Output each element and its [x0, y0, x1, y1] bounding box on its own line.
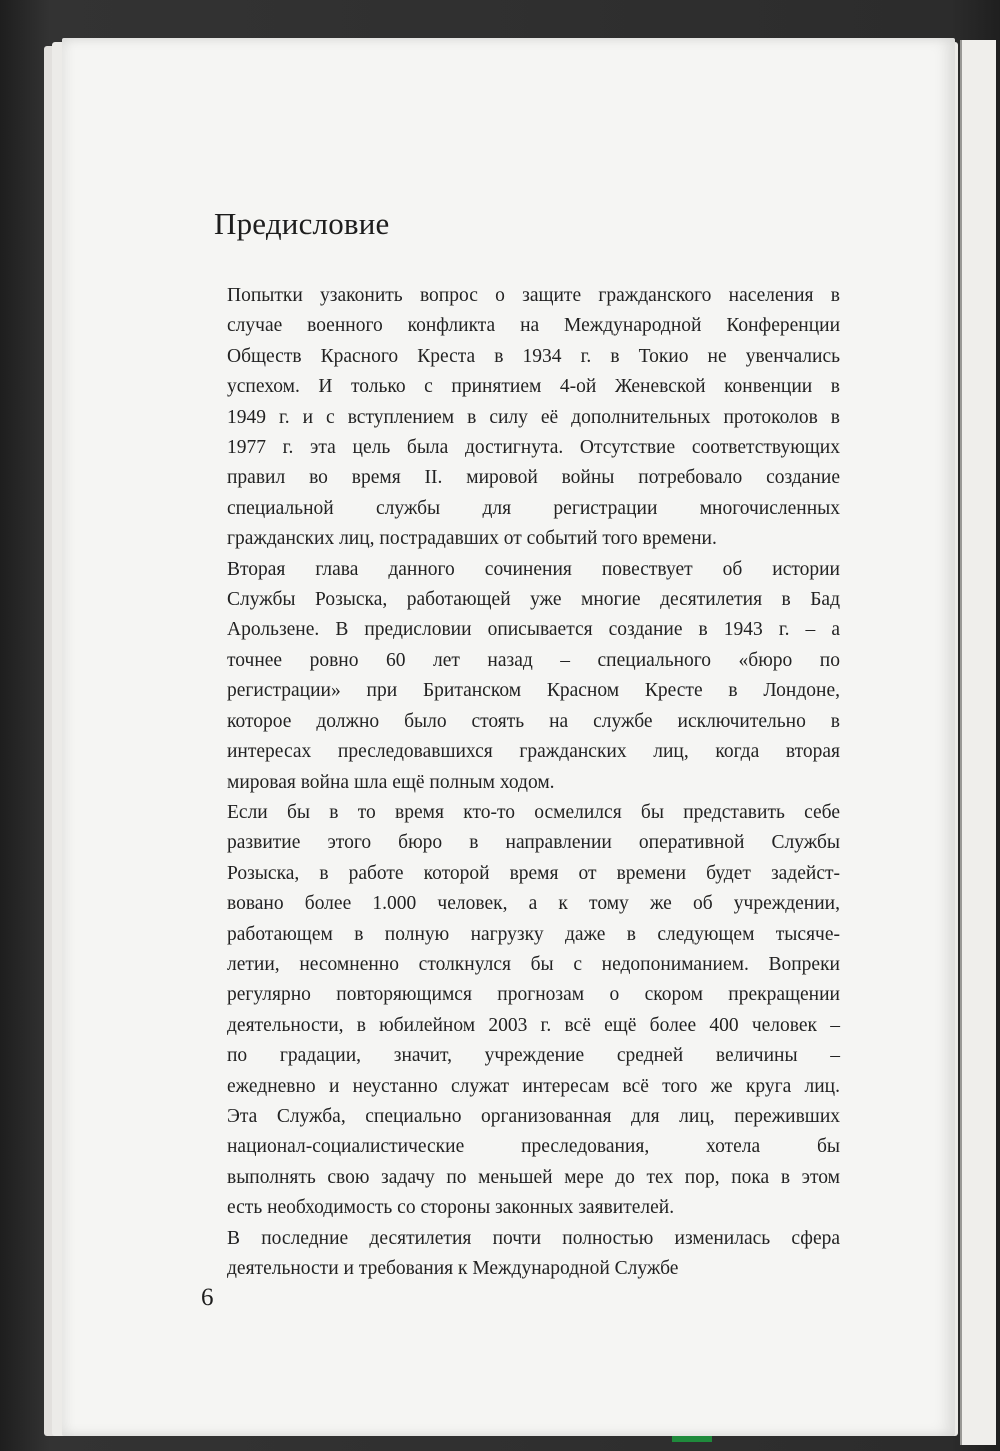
page-number: 6 [201, 1284, 214, 1311]
text-line: деятельности и требования к Международной Службе [227, 1258, 679, 1279]
text-line: Обществ Красного Креста в 1934 г. в Токио не увенчались [227, 345, 840, 367]
text-line: развитие этого бюро в направлении оперативной Службы [227, 832, 840, 854]
text-line: по градации, значит, учреждение средней величины – [227, 1045, 840, 1067]
text-line: интересах преследовавшихся гражданских лиц, когда вторая [227, 741, 840, 763]
text-line: есть необходимость со стороны законных заявителей. [227, 1197, 675, 1219]
text-line: В последние десятилетия почти полностью изменилась сфера [227, 1227, 840, 1249]
text-line: точнее ровно 60 лет назад – специального «бюро по [227, 649, 840, 671]
text-line: случае военного конфликта на Международной Конференции [227, 315, 840, 337]
text-line: Арользене. В предисловии описывается создание в 1943 г. – а [227, 619, 840, 641]
text-line: Если бы в то время кто-то осмелился бы представить себе [227, 801, 840, 823]
text-line: ежедневно и неустанно служат интересам всё того же круга лиц. [227, 1075, 840, 1097]
text-line: регулярно повторяющимся прогнозам о скором прекращении [227, 984, 840, 1006]
text-line: Эта Служба, специально организованная для лиц, переживших [227, 1105, 840, 1127]
text-line: Вторая глава данного сочинения повествует об истории [227, 558, 840, 580]
text-line: национал-социалистические преследования, хотела бы [227, 1136, 840, 1158]
paragraph [213, 798, 840, 1224]
text-line: Попытки узаконить вопрос о защите гражданского населения в [227, 285, 840, 306]
text-line: вовано более 1.000 человек, а к тому же об учреждении, [227, 893, 840, 915]
text-line: которое должно было стоять на службе исключительно в [227, 710, 840, 732]
text-line: 1949 г. и с вступлением в силу её дополнительных протоколов в [227, 406, 840, 428]
text-line: гражданских лиц, пострадавших от событий того времени. [227, 528, 717, 550]
text-line: выполнять свою задачу по меньшей мере до тех пор, пока в этом [227, 1166, 840, 1188]
text-line: летии, несомненно столкнулся бы с недопониманием. Вопреки [227, 953, 840, 975]
green-tab-marker [672, 1436, 712, 1442]
text-line: работающем в полную нагрузку даже в следующем тысяче- [227, 923, 840, 945]
text-line: Розыска, в работе которой время от времени будет задейст- [227, 862, 840, 884]
page-title: Предисловие [214, 206, 390, 241]
text-line: Службы Розыска, работающей уже многие десятилетия в Бад [227, 589, 840, 611]
paragraph [213, 1224, 840, 1285]
text-line: правил во время II. мировой войны потребовало создание [227, 467, 840, 489]
text-line: 1977 г. эта цель была достигнута. Отсутствие соответствующих [227, 437, 840, 459]
text-line: мировая война шла ещё полным ходом. [227, 771, 555, 793]
body-text [213, 281, 840, 1284]
paragraph [213, 281, 840, 555]
text-line: регистрации» при Британском Красном Кресте в Лондоне, [227, 680, 840, 702]
text-line: деятельности, в юбилейном 2003 г. всё ещё более 400 человек – [227, 1014, 840, 1036]
text-line: специальной службы для регистрации многочисленных [227, 497, 840, 519]
paragraph [213, 555, 840, 798]
text-line: успехом. И только с принятием 4-ой Женевской конвенции в [227, 376, 840, 398]
facing-page-edge [960, 40, 996, 1445]
